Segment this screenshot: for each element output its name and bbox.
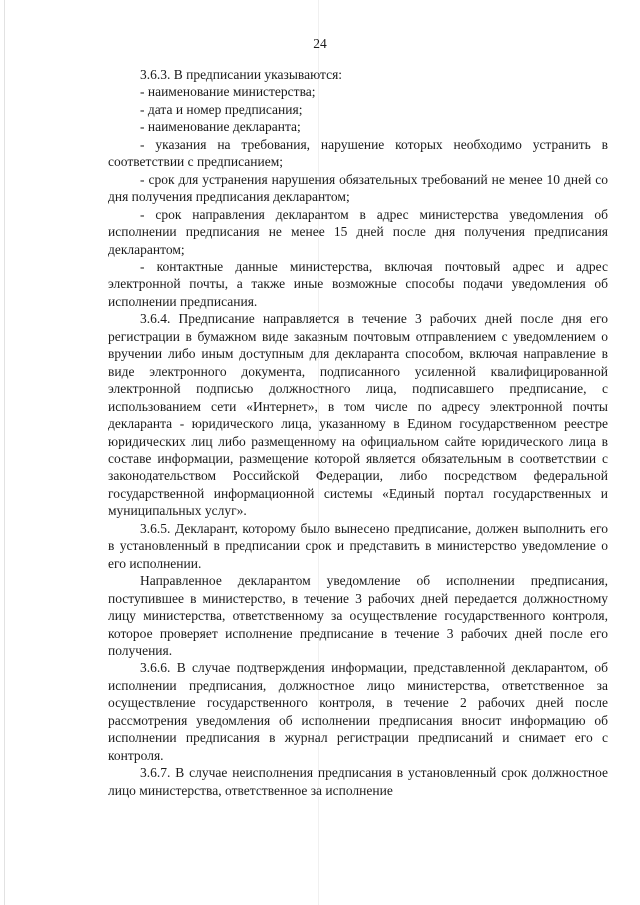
paragraph-3-6-4: 3.6.4. Предписание направляется в течение 3 рабочих дней после дня его регистрации в бумажном виде заказным почтовым отправлением с уведомлением о вручении либо иным доступным для декларанта способом, включая направление в виде электронного документа, подписанного усиленной квалифицированной электронной подписью должностного лица, подписавшего предписание, с использованием сети «Интернет», в том числе по адресу электронной почты декларанта - юридического лица, указанному в Едином государственном реестре юридических лиц либо размещенному на официальном сайте юридического лица в составе информации, размещение которой является обязательным в соответствии с законодательством Российской Федерации, либо посредством федеральной государственной информационной системы «Единый портал государственных и муниципальных услуг». [108,311,608,519]
paragraph-3-6-5: 3.6.5. Декларант, которому было вынесено предписание, должен выполнить его в установленный в предписании срок и представить в министерство уведомление о его исполнении. [108,520,608,571]
list-item: - наименование министерства; [140,84,316,100]
document-body [108,66,608,799]
scan-edge-line [4,0,5,905]
list-item: - контактные данные министерства, включая почтовый адрес и адрес электронной почты, а также иные возможные способы подачи уведомления об исполнении предписания. [108,258,608,309]
list-item: - дата и номер предписания; [140,101,303,117]
list-item: - срок для устранения нарушения обязательных требований не менее 10 дней со дня получения предписания декларантом; [108,171,608,205]
paragraph-3-6-7: 3.6.7. В случае неисполнения предписания в установленный срок должностное лицо министерства, ответственное за исполнение [108,765,608,798]
paragraph-notice: Направленное декларантом уведомление об исполнении предписания, поступившее в министерство, в течение 3 рабочих дней передается должностному лицу министерства, ответственному за осуществление государственного контроля, которое проверяет исполнение предписание в течение 3 рабочих дней после его получения. [108,573,608,658]
paragraph-3-6-6: 3.6.6. В случае подтверждения информации, представленной декларантом, об исполнении предписания, должностное лицо министерства, ответственное за осуществление государственного контроля, в течение 2 рабочих дней после рассмотрения уведомления об исполнении предписания вносит информацию об исполнении предписания в журнал регистрации предписаний и снимает его с контроля. [108,660,608,763]
list-item: - указания на требования, нарушение которых необходимо устранить в соответствии с предписанием; [108,136,608,170]
list-item: - наименование декларанта; [140,119,301,135]
list-item: - срок направления декларантом в адрес министерства уведомления об исполнении предписания не менее 15 дней после дня получения предписания декларантом; [108,206,608,257]
section-heading-3-6-3: 3.6.3. В предписании указываются: [140,67,343,82]
page-number: 24 [313,36,327,51]
